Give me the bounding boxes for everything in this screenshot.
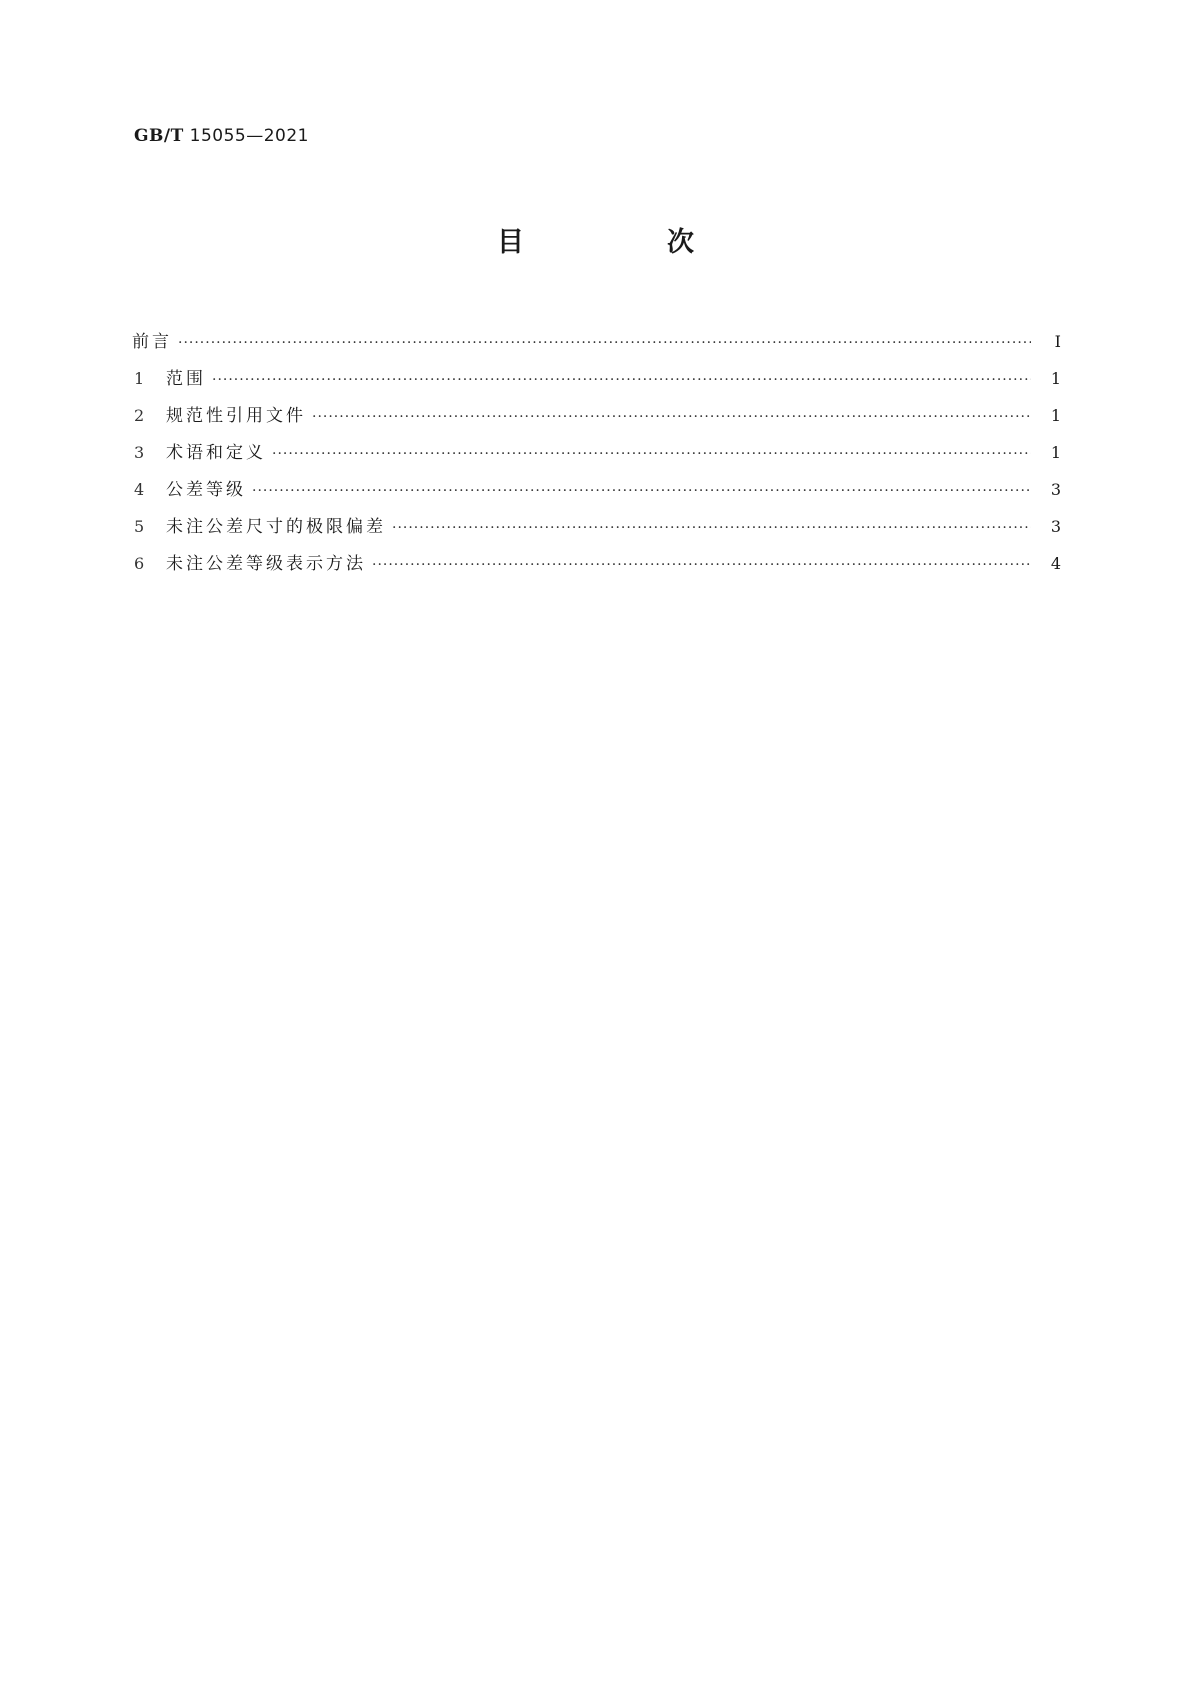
toc-entry-page: 4 xyxy=(1050,554,1061,573)
toc-entry-number: 5 xyxy=(134,517,145,536)
toc-title: 目 次 xyxy=(497,227,752,258)
toc-entry-number: 6 xyxy=(134,554,145,573)
toc-entry-4[interactable] xyxy=(134,475,1061,512)
toc-entry-foreword[interactable] xyxy=(134,327,1061,364)
toc-entry-label: 前言 xyxy=(132,332,172,352)
standard-code-number: 15055—2021 xyxy=(189,126,309,146)
toc-entry-page: 1 xyxy=(1050,369,1061,388)
toc-entry-label: 规范性引用文件 xyxy=(166,406,306,426)
toc-entry-label: 未注公差尺寸的极限偏差 xyxy=(166,517,386,537)
toc-entry-page: 1 xyxy=(1050,406,1061,425)
toc-leader-dots xyxy=(272,446,1031,462)
toc-entry-page: 1 xyxy=(1050,443,1061,462)
toc-entry-label: 未注公差等级表示方法 xyxy=(166,554,366,574)
standard-code xyxy=(134,126,309,146)
toc-entry-label: 术语和定义 xyxy=(166,443,266,463)
toc-entry-5[interactable] xyxy=(134,512,1061,549)
toc-leader-dots xyxy=(392,520,1031,536)
toc-entry-2[interactable] xyxy=(134,401,1061,438)
toc-entry-1[interactable] xyxy=(134,364,1061,401)
toc-entry-page: 3 xyxy=(1050,517,1061,536)
toc-leader-dots xyxy=(372,557,1031,573)
toc-entry-number: 1 xyxy=(134,369,145,388)
toc-entry-page: 3 xyxy=(1050,480,1061,499)
toc-leader-dots xyxy=(212,372,1031,388)
toc-leader-dots xyxy=(312,409,1031,425)
toc-leader-dots xyxy=(178,335,1031,351)
toc-leader-dots xyxy=(252,483,1031,499)
toc-entry-page: Ⅰ xyxy=(1054,332,1061,351)
toc-entry-3[interactable] xyxy=(134,438,1061,475)
toc-entry-number: 4 xyxy=(134,480,145,499)
table-of-contents xyxy=(134,327,1061,586)
toc-entry-6[interactable] xyxy=(134,549,1061,586)
toc-entry-number: 2 xyxy=(134,406,145,425)
standard-code-prefix: GB/T xyxy=(134,126,184,146)
toc-entry-number: 3 xyxy=(134,443,145,462)
toc-entry-label: 公差等级 xyxy=(166,480,246,500)
toc-entry-label: 范围 xyxy=(166,369,206,389)
